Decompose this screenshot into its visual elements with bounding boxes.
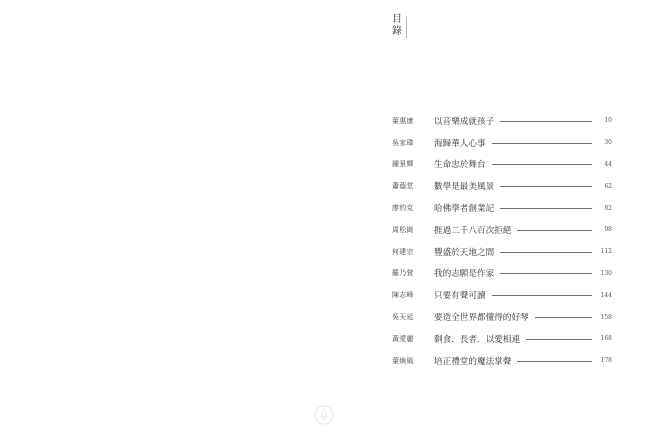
toc-author: 葉煥風 xyxy=(392,356,414,365)
heading-rule xyxy=(406,16,407,38)
toc-entry[interactable] xyxy=(392,132,612,154)
toc-author: 陳志峰 xyxy=(392,291,414,300)
toc-entry[interactable] xyxy=(392,350,612,372)
toc-author: 吳家瑋 xyxy=(392,138,414,147)
toc-list xyxy=(392,110,612,372)
toc-author: 蕭蔭堂 xyxy=(392,182,414,191)
toc-leader-line xyxy=(535,317,592,318)
toc-page-number: 44 xyxy=(604,160,612,168)
toc-leader-line xyxy=(500,273,592,274)
toc-author: 吳天延 xyxy=(392,313,414,322)
toc-page-number: 158 xyxy=(600,313,612,321)
toc-title: 哈佛學者創業記 xyxy=(434,204,495,215)
toc-title: 捱過二千八百次拒絕 xyxy=(434,225,512,236)
emblem-watermark-icon xyxy=(313,404,335,426)
toc-leader-line xyxy=(492,143,592,144)
toc-author: 周松崗 xyxy=(392,225,414,234)
toc-leader-line xyxy=(492,295,592,296)
toc-entry[interactable] xyxy=(392,263,612,285)
toc-entry[interactable] xyxy=(392,110,612,132)
toc-title: 要造全世界都懂得的好琴 xyxy=(434,313,529,324)
toc-entry[interactable] xyxy=(392,328,612,350)
toc-author: 黃愛麗 xyxy=(392,334,414,343)
toc-page-number: 168 xyxy=(600,335,612,343)
toc-page-number: 10 xyxy=(604,117,612,125)
toc-entry[interactable] xyxy=(392,241,612,263)
toc-title: 生命忠於舞台 xyxy=(434,160,486,171)
toc-entry[interactable] xyxy=(392,219,612,241)
toc-page-number: 178 xyxy=(600,357,612,365)
toc-page-number: 130 xyxy=(600,269,612,277)
toc-page-number: 30 xyxy=(604,139,612,147)
toc-page-number: 112 xyxy=(600,248,612,256)
toc-author: 廖約克 xyxy=(392,204,414,213)
toc-leader-line xyxy=(500,252,592,253)
toc-entry[interactable] xyxy=(392,284,612,306)
toc-leader-line xyxy=(500,121,592,122)
toc-heading-char-2: 錄 xyxy=(392,26,402,37)
toc-title: 海歸華人心事 xyxy=(434,138,486,149)
toc-title: 豐盛於天地之間 xyxy=(434,247,495,258)
toc-heading-char-1: 目 xyxy=(392,14,402,25)
toc-entry[interactable] xyxy=(392,154,612,176)
toc-title: 只要有聲可讀 xyxy=(434,291,486,302)
toc-title: 培正禮堂的魔法掌聲 xyxy=(434,356,512,367)
toc-title: 我的志願是作家 xyxy=(434,269,495,280)
toc-author: 鍾景輝 xyxy=(392,160,414,169)
toc-heading xyxy=(392,14,406,38)
toc-leader-line xyxy=(492,164,592,165)
toc-leader-line xyxy=(517,230,592,231)
emblem-watermark-svg xyxy=(313,404,335,426)
toc-entry[interactable] xyxy=(392,306,612,328)
toc-leader-line xyxy=(500,186,592,187)
toc-page-number: 98 xyxy=(604,226,612,234)
toc-entry[interactable] xyxy=(392,175,612,197)
toc-page-number: 62 xyxy=(604,182,612,190)
toc-leader-line xyxy=(517,361,592,362)
toc-author: 葉惠康 xyxy=(392,116,414,125)
toc-leader-line xyxy=(526,339,592,340)
toc-title: 以音樂成就孩子 xyxy=(434,116,495,127)
toc-page-number: 82 xyxy=(604,204,612,212)
toc-title: 數學是最美風景 xyxy=(434,182,495,193)
toc-page-number: 144 xyxy=(600,291,612,299)
toc-title: 剩食．長者．以愛相連 xyxy=(434,334,520,345)
toc-author: 羅乃萱 xyxy=(392,269,414,278)
toc-leader-line xyxy=(500,208,592,209)
toc-entry[interactable] xyxy=(392,197,612,219)
toc-author: 何建宗 xyxy=(392,247,414,256)
